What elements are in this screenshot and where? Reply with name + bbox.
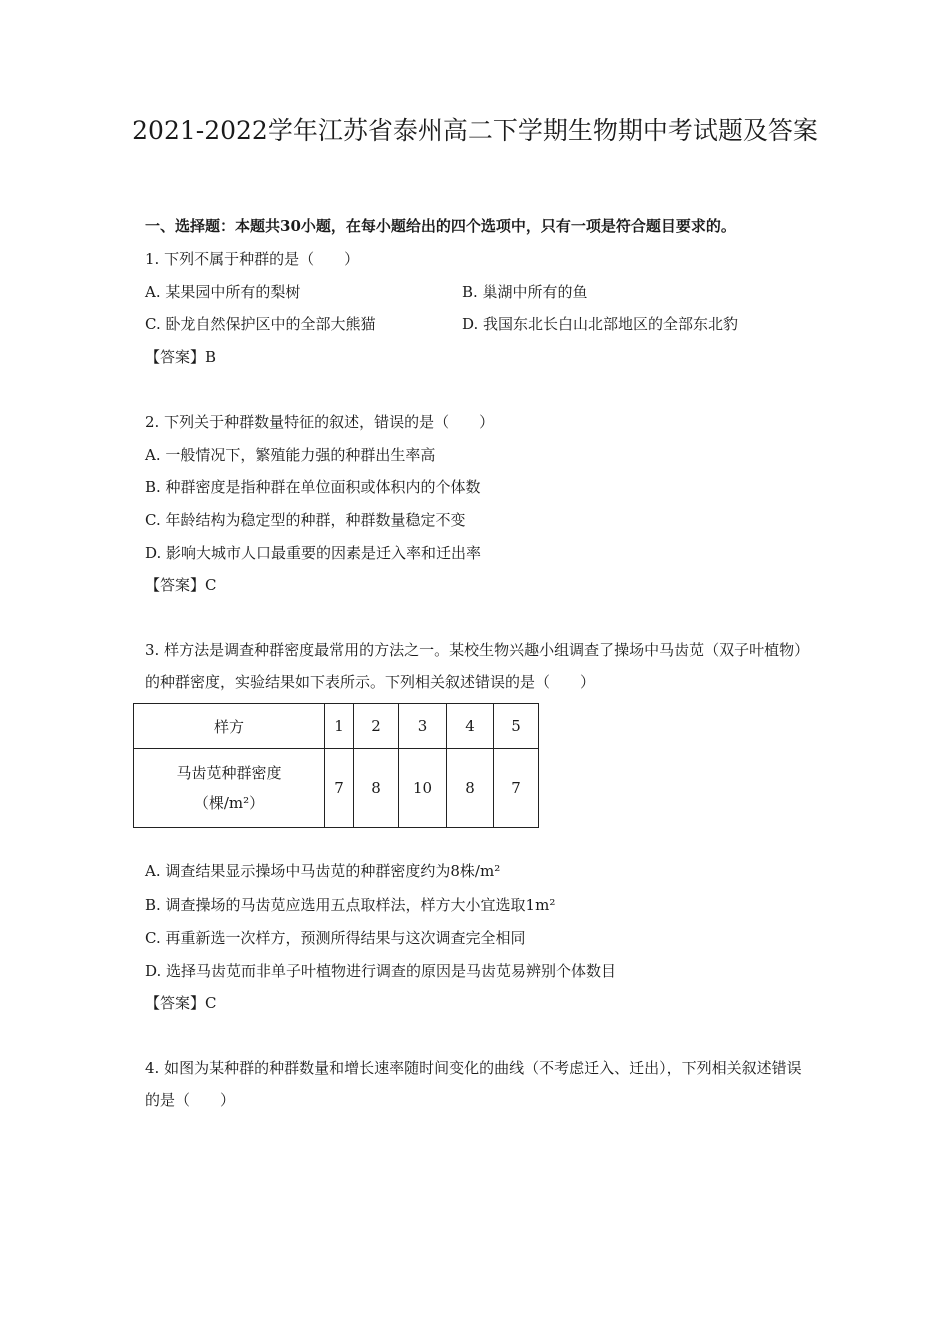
table-header-cell: 1 [325, 704, 354, 749]
q3-answer: 【答案】C [145, 994, 217, 1012]
section-heading: 一、选择题：本题共30小题，在每小题给出的四个选项中，只有一项是符合题目要求的。 [145, 217, 736, 235]
q1-option-d: D. 我国东北长白山北部地区的全部东北豹 [462, 315, 739, 333]
table-cell: 7 [494, 749, 539, 828]
table-header-cell: 5 [494, 704, 539, 749]
table-row-label: 马齿苋种群密度（棵/m²） [176, 764, 282, 812]
q2-stem: 2. 下列关于种群数量特征的叙述，错误的是（ ） [145, 413, 495, 431]
document-title: 2021-2022学年江苏省泰州高二下学期生物期中考试题及答案 [132, 116, 818, 145]
q3-option-a: A. 调查结果显示操场中马齿苋的种群密度约为8株/m² [145, 862, 501, 880]
q1-option-a: A. 某果园中所有的梨树 [145, 283, 301, 301]
q2-option-b: B. 种群密度是指种群在单位面积或体积内的个体数 [145, 478, 481, 496]
q1-option-c: C. 卧龙自然保护区中的全部大熊猫 [145, 315, 376, 333]
quadrat-table [133, 703, 539, 828]
q3-option-c: C. 再重新选一次样方，预测所得结果与这次调查完全相同 [145, 929, 526, 947]
table-header-cell: 2 [354, 704, 399, 749]
q2-option-c: C. 年龄结构为稳定型的种群，种群数量稳定不变 [145, 511, 466, 529]
table-row-label-cell [134, 749, 325, 828]
table-cell: 10 [399, 749, 447, 828]
q1-answer: 【答案】B [145, 348, 217, 366]
table-cell: 8 [354, 749, 399, 828]
table-cell: 7 [325, 749, 354, 828]
table-row [134, 749, 539, 828]
q1-option-b: B. 巢湖中所有的鱼 [462, 283, 588, 301]
table-header-row [134, 704, 539, 749]
table-header-cell: 3 [399, 704, 447, 749]
table-header-cell: 4 [447, 704, 494, 749]
q1-stem: 1. 下列不属于种群的是（ ） [145, 250, 360, 268]
table-cell: 8 [447, 749, 494, 828]
q3-option-b: B. 调查操场的马齿苋应选用五点取样法，样方大小宜选取1m² [145, 896, 556, 914]
q2-option-d: D. 影响大城市人口最重要的因素是迁入率和迁出率 [145, 544, 482, 562]
q3-option-d: D. 选择马齿苋而非单子叶植物进行调查的原因是马齿苋易辨别个体数目 [145, 962, 617, 980]
q2-option-a: A. 一般情况下，繁殖能力强的种群出生率高 [145, 446, 436, 464]
q4-stem: 4. 如图为某种群的种群数量和增长速率随时间变化的曲线（不考虑迁入、迁出），下列相关叙述错误的是（ ） [145, 1059, 802, 1109]
q2-answer: 【答案】C [145, 576, 217, 594]
table-header-label: 样方 [134, 704, 325, 749]
q3-stem: 3. 样方法是调查种群密度最常用的方法之一。某校生物兴趣小组调查了操场中马齿苋（双子叶植物）的种群密度，实验结果如下表所示。下列相关叙述错误的是（ ） [145, 641, 810, 691]
